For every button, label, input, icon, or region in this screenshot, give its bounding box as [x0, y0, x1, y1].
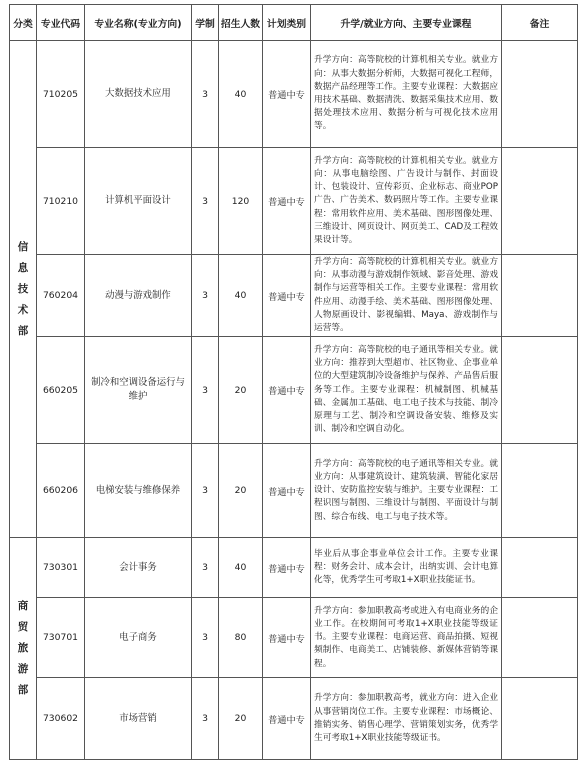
major-years: 3 — [192, 598, 219, 678]
major-years: 3 — [192, 148, 219, 255]
major-plan-type: 普通中专 — [263, 598, 311, 678]
major-code: 760204 — [37, 255, 85, 337]
header-category: 分类 — [10, 5, 37, 41]
major-name: 动漫与游戏制作 — [85, 255, 192, 337]
major-years: 3 — [192, 538, 219, 598]
enrollment-table-wrapper — [9, 4, 577, 760]
major-plan-type: 普通中专 — [263, 538, 311, 598]
major-plan-type: 普通中专 — [263, 678, 311, 760]
major-name: 市场营销 — [85, 678, 192, 760]
table-row — [10, 598, 578, 678]
major-name: 会计事务 — [85, 538, 192, 598]
major-code: 710210 — [37, 148, 85, 255]
major-enrollment: 120 — [219, 148, 263, 255]
major-code: 730301 — [37, 538, 85, 598]
table-row — [10, 337, 578, 444]
table-row — [10, 444, 578, 538]
major-code: 710205 — [37, 41, 85, 148]
table-row — [10, 678, 578, 760]
major-years: 3 — [192, 41, 219, 148]
major-code: 660205 — [37, 337, 85, 444]
major-name: 大数据技术应用 — [85, 41, 192, 148]
major-plan-type: 普通中专 — [263, 444, 311, 538]
major-name: 制冷和空调设备运行与维护 — [85, 337, 192, 444]
header-plan-type: 计划类别 — [263, 5, 311, 41]
enrollment-table — [9, 4, 578, 760]
major-plan-type: 普通中专 — [263, 148, 311, 255]
major-enrollment: 40 — [219, 41, 263, 148]
department-cell: 商贸旅游部 — [10, 538, 37, 760]
major-description: 升学方向：高等院校的计算机相关专业。就业方向：从事动漫与游戏制作领域、影音处理、游戏制作与运营等相关工作。主要专业课程：常用软件应用、动漫手绘、美术基础、图形图像处理、人物原画设计、影视编辑、Maya、游戏制作与运营等。 — [311, 255, 502, 337]
major-plan-type: 普通中专 — [263, 337, 311, 444]
major-description: 毕业后从事企事业单位会计工作。主要专业课程：财务会计、成本会计，出纳实训、会计电算化等，优秀学生可考取1+X职业技能证书。 — [311, 538, 502, 598]
major-code: 660206 — [37, 444, 85, 538]
major-note — [502, 337, 578, 444]
major-note — [502, 148, 578, 255]
major-note — [502, 255, 578, 337]
major-note — [502, 538, 578, 598]
header-years: 学制 — [192, 5, 219, 41]
major-note — [502, 444, 578, 538]
header-major-name: 专业名称(专业方向) — [85, 5, 192, 41]
header-notes: 备注 — [502, 5, 578, 41]
major-description: 升学方向：参加职教高考，就业方向：进入企业从事营销岗位工作。主要专业课程：市场概论、推销实务、销售心理学、营销策划实务，优秀学生可考取1+X职业技能等级证书。 — [311, 678, 502, 760]
major-note — [502, 598, 578, 678]
header-code: 专业代码 — [37, 5, 85, 41]
major-name: 电子商务 — [85, 598, 192, 678]
major-plan-type: 普通中专 — [263, 41, 311, 148]
header-row — [10, 5, 578, 41]
major-code: 730602 — [37, 678, 85, 760]
major-years: 3 — [192, 337, 219, 444]
header-enrollment: 招生人数 — [219, 5, 263, 41]
major-code: 730701 — [37, 598, 85, 678]
major-years: 3 — [192, 255, 219, 337]
major-name: 计算机平面设计 — [85, 148, 192, 255]
major-enrollment: 40 — [219, 538, 263, 598]
table-row — [10, 255, 578, 337]
major-enrollment: 80 — [219, 598, 263, 678]
major-enrollment: 20 — [219, 678, 263, 760]
department-cell: 信息技术部 — [10, 41, 37, 538]
major-enrollment: 20 — [219, 337, 263, 444]
major-description: 升学方向：参加职教高考或进入有电商业务的企业工作。在校期间可考取1+X职业技能等级证书。主要专业课程：电商运营、商品拍摄、短视频制作、电商美工、店铺装修、新媒体营销等课程。 — [311, 598, 502, 678]
major-note — [502, 41, 578, 148]
header-direction-courses: 升学/就业方向、主要专业课程 — [311, 5, 502, 41]
major-enrollment: 40 — [219, 255, 263, 337]
major-description: 升学方向：高等院校的计算机相关专业。就业方向：从事电脑绘图、广告设计与制作、封面设计、包装设计、宣传彩页、企业标志、商业POP广告、广告美术、数码照片等工作。主要专业课程：常用软件应用、美术基础、图形图像处理、三维设计、网页设计、网页美工、CAD及工程效果设计等。 — [311, 148, 502, 255]
major-years: 3 — [192, 444, 219, 538]
major-years: 3 — [192, 678, 219, 760]
major-plan-type: 普通中专 — [263, 255, 311, 337]
major-description: 升学方向：高等院校的电子通讯等相关专业。就业方向：推荐到大型超市、社区物业、企事业单位的大型建筑制冷设备维护与保养、产品售后服务等工作。主要专业课程：机械制图、机械基础、金属加工基础、电工电子技术与技能、制冷原理与工艺、制冷和空调设备安装、维修及实训、制冷和空调自动化。 — [311, 337, 502, 444]
table-row — [10, 538, 578, 598]
major-note — [502, 678, 578, 760]
major-enrollment: 20 — [219, 444, 263, 538]
table-row — [10, 148, 578, 255]
major-description: 升学方向：高等院校的电子通讯等相关专业。就业方向：从事建筑设计、建筑装潢、智能化家居设计、安防监控安装与维护。主要专业课程：工程识图与制图、三维设计与制图、平面设计与制图、综合布线、电工与电子技术等。 — [311, 444, 502, 538]
table-row — [10, 41, 578, 148]
major-name: 电梯安装与维修保养 — [85, 444, 192, 538]
major-description: 升学方向：高等院校的计算机相关专业。就业方向：从事大数据分析师，大数据可视化工程师，数据产品经理等工作。主要专业课程：大数据应用技术基础、数据清洗、数据采集技术应用、数据处理技术应用、数据分析与可视化技术应用等。 — [311, 41, 502, 148]
